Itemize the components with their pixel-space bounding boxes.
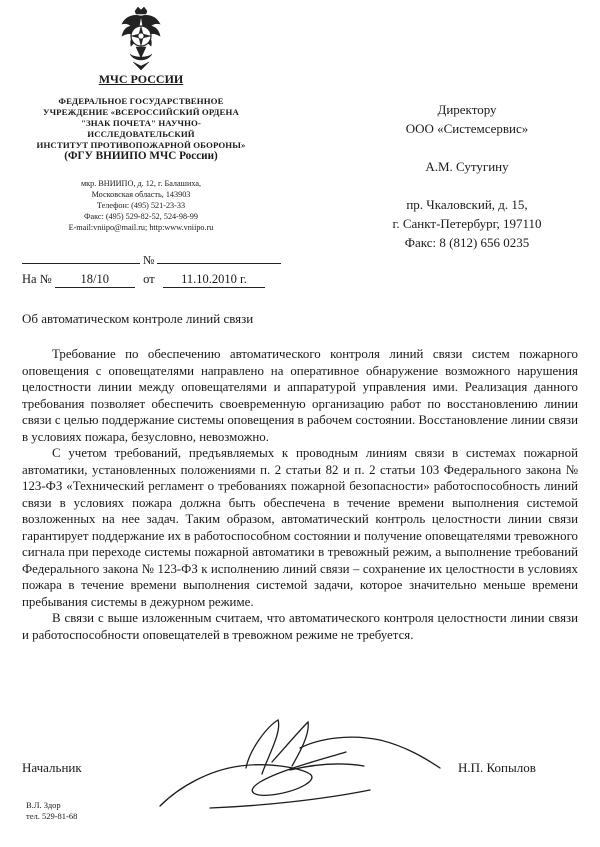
outgoing-number-blank bbox=[157, 252, 281, 264]
handwritten-signature-icon bbox=[150, 708, 470, 816]
address-line: мкр. ВНИИПО, д. 12, г. Балашиха, bbox=[80, 179, 201, 188]
phone-line: Телефон: (495) 521-23-33 bbox=[96, 201, 186, 210]
registration-line bbox=[22, 252, 281, 268]
executor-name: В.Л. Здор bbox=[26, 800, 61, 810]
address-line: Московская область, 143903 bbox=[91, 190, 191, 199]
ref-date: 11.10.2010 г. bbox=[163, 272, 265, 288]
reference-line bbox=[22, 272, 265, 288]
emchs-emblem-icon bbox=[116, 6, 166, 72]
signatory-title: Начальник bbox=[22, 760, 82, 775]
org-full-line: ФЕДЕРАЛЬНОЕ ГОСУДАРСТВЕННОЕ bbox=[58, 96, 224, 106]
org-short-name: (ФГУ ВНИИПО МЧС России) bbox=[64, 150, 218, 162]
outgoing-date-blank bbox=[22, 252, 140, 264]
ref-from: от bbox=[143, 272, 155, 286]
recipient-company: ООО «Системсервис» bbox=[405, 121, 529, 136]
org-name: МЧС РОССИИ bbox=[98, 72, 184, 86]
body-paragraph: Требование по обеспечению автоматического контроля линий связи систем пожарного оповещения с оповещателями направлено на оперативное обнаружение возможного нарушения целостности линии между оповещателями и аппаратурой управления ими. Реализация данного требования позволяет обеспечить своевременную организацию работ по восстановлению линии связи с целью поддержание системы оповещения в рабочем состоянии. Восстановление линии связи в условиях пожара, безусловно, невозможно. bbox=[22, 347, 578, 444]
recipient-fax: Факс: 8 (812) 656 0235 bbox=[404, 235, 530, 250]
recipient-position: Директору bbox=[437, 102, 497, 117]
executor-phone: тел. 529-81-68 bbox=[26, 811, 78, 821]
recipient-address-city: г. Санкт-Петербург, 197110 bbox=[392, 216, 542, 231]
signatory-name: Н.П. Копылов bbox=[458, 760, 536, 775]
body-paragraph: С учетом требований, предъявляемых к проводным линиям связи в системах пожарной автоматики, установленных положениями п. 2 статьи 82 и п. 2 статьи 103 Федерального закона № 123-ФЗ «Технический регламент о требованиях пожарной безопасности» работоспособность линий связи в условиях пожара должна быть обеспечена в течение времени выполнения системой возложенных на нее задач. Таким образом, автоматический контроль целостности линии связи гарантирует поддержание их в работоспособном состоянии и получение оповещателями тревожного сигнала при переходе системы пожарной автоматики в тревожный режим, а выполнение требований Федерального закона № 123-ФЗ к исполнению линий связи – сохранение их целостности в условиях пожара в течение времени выполнения системой задачи, которое значительно меньше времени пребывания системы в дежурном режиме. bbox=[22, 446, 578, 609]
letter-subject: Об автоматическом контроле линий связи bbox=[22, 311, 254, 326]
org-full-line: "ЗНАК ПОЧЕТА" НАУЧНО-ИССЛЕДОВАТЕЛЬСКИЙ bbox=[80, 118, 201, 139]
recipient-address-street: пр. Чкаловский, д. 15, bbox=[406, 197, 528, 212]
recipient-name: А.М. Сутугину bbox=[425, 159, 509, 174]
org-full-line: ИНСТИТУТ ПРОТИВОПОЖАРНОЙ ОБОРОНЫ» bbox=[36, 140, 246, 150]
org-address bbox=[30, 178, 252, 233]
body-paragraph: В связи с выше изложенным считаем, что автоматического контроля целостности линии связи и работоспособности оповещателей в тревожном режиме не требуется. bbox=[22, 611, 578, 642]
org-full-line: УЧРЕЖДЕНИЕ «ВСЕРОССИЙСКИЙ ОРДЕНА bbox=[43, 107, 239, 117]
recipient-block bbox=[352, 100, 582, 252]
ref-prefix: На № bbox=[22, 272, 52, 286]
email-line: E-mail:vniipo@mail.ru; http:www.vniipo.ru bbox=[68, 223, 214, 232]
number-sign: № bbox=[143, 253, 155, 267]
ref-number: 18/10 bbox=[55, 272, 135, 288]
letter-body bbox=[22, 346, 578, 643]
executor-info bbox=[26, 800, 77, 822]
org-full-name bbox=[30, 96, 252, 151]
fax-line: Факс: (495) 529-82-52, 524-98-99 bbox=[84, 212, 198, 221]
